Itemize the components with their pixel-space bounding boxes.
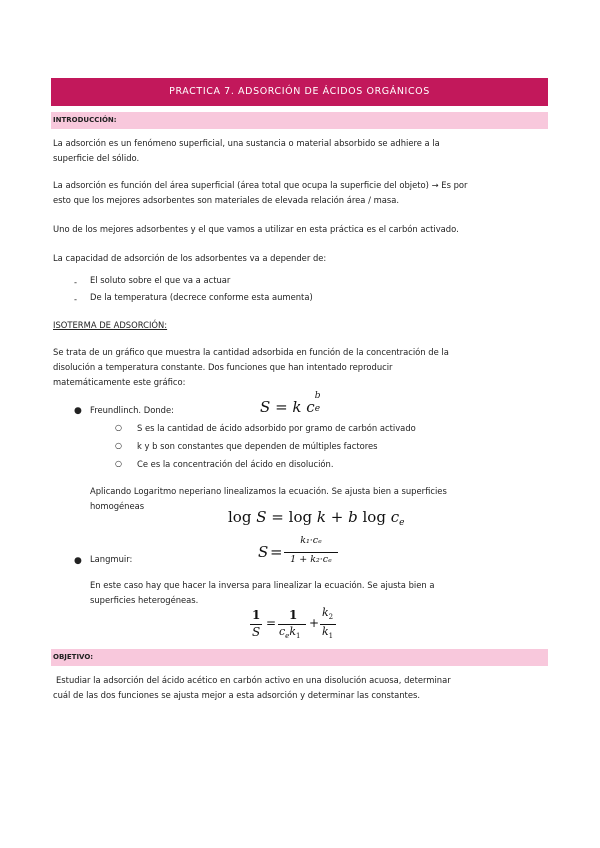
formula-log: log (228, 508, 252, 526)
formula-equals: = (266, 616, 277, 630)
circle-bullet-icon: ○ (115, 459, 122, 468)
formula-equals: = (271, 508, 284, 526)
formula-plus: + (330, 508, 344, 526)
bullet-icon: ● (74, 406, 82, 416)
list-dash: - (74, 294, 78, 304)
langmuir-numerator: k₁·cₑ (300, 535, 322, 546)
isoterma-line1: Se trata de un gráfico que muestra la cantidad adsorbida en función de la concentración de la (53, 347, 449, 357)
formula-s: S (252, 625, 261, 639)
section-header-introduccion (51, 112, 548, 129)
freundlich-item: k y b son constantes que dependen de múltiples factores (137, 441, 378, 451)
langmuir-label: Langmuir: (90, 554, 133, 564)
isoterma-paragraph (53, 345, 543, 390)
intro-paragraph-4: La capacidad de adsorción de los adsorbentes va a depender de: (53, 253, 327, 263)
formula-k: k (289, 625, 296, 638)
formula-one: 1 (252, 608, 261, 622)
isoterma-line2: disolución a temperatura constante. Dos funciones que han intentado reproducir (53, 362, 393, 372)
freundlich-item: S es la cantidad de ácido adsorbido por gramo de carbón activado (137, 423, 416, 433)
formula-k: k (292, 398, 302, 416)
fraction-bar (284, 552, 338, 553)
formula-e: e (285, 632, 290, 641)
circle-bullet-icon: ○ (115, 441, 122, 450)
formula-s: S (258, 543, 269, 561)
intro-paragraph-3: Uno de los mejores adsorbentes y el que vamos a utilizar en esta práctica es el carbón activado. (53, 224, 459, 234)
freundlich-label: Freundlinch. Donde: (90, 405, 174, 415)
langmuir-denominator: 1 + k₂·cₑ (290, 554, 332, 565)
formula-c: c (306, 398, 315, 416)
formula-k: k (322, 625, 329, 638)
freundlich-formula (260, 391, 321, 416)
formula-ce-k1 (279, 625, 300, 640)
objetivo-line2: cuál de las dos funciones se ajusta mejor a esta adsorción y determinar las constantes. (53, 690, 421, 700)
formula-c: c (390, 508, 400, 526)
formula-k2 (322, 606, 333, 621)
formula-equals: = (275, 398, 288, 416)
langmuir-note-line2: superficies heterogéneas. (90, 595, 199, 605)
formula-e: e (314, 404, 321, 414)
bullet-icon: ● (74, 556, 82, 566)
formula-c: c (279, 625, 286, 638)
introduccion-heading: INTRODUCCIÓN: (53, 116, 117, 124)
formula-equals: = (270, 543, 283, 561)
objetivo-line1: Estudiar la adsorción del ácido acético en carbón activo en una disolución acuosa, determinar (56, 675, 451, 685)
freundlich-note-line2: homogéneas (90, 501, 145, 511)
formula-sub1: 1 (296, 632, 301, 641)
log-formula (228, 508, 404, 528)
formula-s: S (260, 398, 271, 416)
formula-k1 (322, 625, 333, 640)
langmuir-note (90, 578, 540, 608)
intro-p1-line2: superficie del sólido. (53, 153, 140, 163)
circle-bullet-icon: ○ (115, 423, 122, 432)
isoterma-line3: matemáticamente este gráfico: (53, 377, 186, 387)
intro-p1-line1: La adsorción es un fenómeno superficial, una sustancia o material absorbido se adhiere a la (53, 138, 440, 148)
formula-k: k (316, 508, 326, 526)
intro-p2-line1: La adsorción es función del área superficial (área total que ocupa la superficie del objeto) → Es por (53, 180, 468, 190)
objetivo-heading: OBJETIVO: (53, 653, 94, 661)
langmuir-formula (258, 533, 338, 575)
dependency-item: De la temperatura (decrece conforme esta aumenta) (90, 292, 313, 302)
freundlich-item: Ce es la concentración del ácido en disolución. (137, 459, 334, 469)
intro-paragraph-2 (53, 178, 543, 208)
formula-b: b (314, 391, 321, 401)
intro-p2-line2: esto que los mejores adsorbentes son materiales de elevada relación área / masa. (53, 195, 400, 205)
dependency-item: El soluto sobre el que va a actuar (90, 275, 231, 285)
formula-log: log (362, 508, 386, 526)
formula-k: k (322, 606, 329, 619)
objetivo-paragraph (53, 673, 543, 703)
formula-s: S (256, 508, 267, 526)
formula-plus: + (309, 616, 320, 630)
intro-paragraph-1 (53, 136, 543, 166)
list-dash: - (74, 277, 78, 287)
isoterma-heading: ISOTERMA DE ADSORCIÓN: (53, 320, 168, 330)
formula-b: b (348, 508, 358, 526)
formula-log: log (288, 508, 313, 526)
langmuir-note-line1: En este caso hay que hacer la inversa para linealizar la ecuación. Se ajusta bien a (90, 580, 435, 590)
freundlich-note-line1: Aplicando Logaritmo neperiano linealizamos la ecuación. Se ajusta bien a superficies (90, 486, 447, 496)
formula-e: e (399, 518, 405, 528)
section-header-objetivo (51, 649, 548, 666)
formula-sub2: 2 (328, 613, 334, 622)
formula-one: 1 (289, 608, 298, 622)
inverse-formula (250, 606, 360, 644)
page-title: PRACTICA 7. ADSORCIÓN DE ÁCIDOS ORGÁNICOS (51, 78, 548, 106)
formula-sub1: 1 (328, 632, 334, 641)
